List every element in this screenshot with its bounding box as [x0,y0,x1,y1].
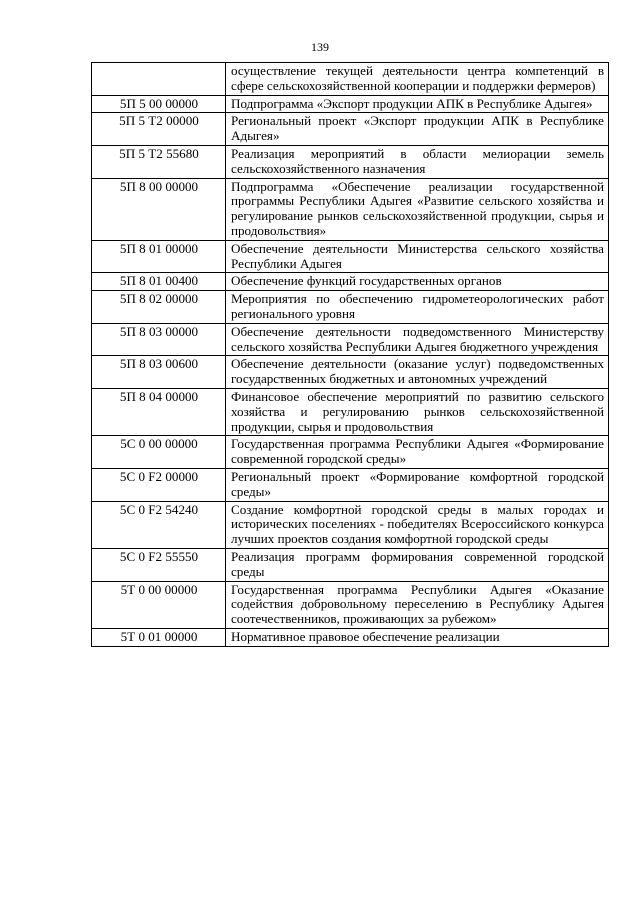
row-code: 5П 8 02 00000 [92,291,226,324]
row-description: Региональный проект «Экспорт продукции АПК в Республике Адыгея» [226,113,609,146]
table-row [92,323,609,356]
budget-classification-table [91,62,609,647]
table-row [92,501,609,548]
row-description: Подпрограмма «Экспорт продукции АПК в Республике Адыгея» [226,95,609,113]
table-row [92,273,609,291]
row-description: Обеспечение деятельности Министерства сельского хозяйства Республики Адыгея [226,240,609,273]
row-description: Реализация мероприятий в области мелиорации земель сельскохозяйственного назначения [226,145,609,178]
row-code: 5С 0 F2 55550 [92,548,226,581]
row-code: 5П 8 03 00600 [92,356,226,389]
row-description: Нормативное правовое обеспечение реализации [226,628,609,646]
row-description: Обеспечение деятельности (оказание услуг) подведомственных государственных бюджетных и автономных учреждений [226,356,609,389]
row-description: Обеспечение деятельности подведомственного Министерству сельского хозяйства Республики Адыгея бюджетного учреждения [226,323,609,356]
table-row [92,240,609,273]
row-code: 5С 0 00 00000 [92,436,226,469]
page-number: 139 [311,40,329,54]
row-description: Финансовое обеспечение мероприятий по развитию сельского хозяйства и регулированию рынков сельскохозяйственной продукции, сырья и продовольствия [226,388,609,435]
row-code: 5Т 0 00 00000 [92,581,226,628]
row-code: 5П 8 04 00000 [92,388,226,435]
row-code: 5П 8 01 00000 [92,240,226,273]
row-code: 5П 5 00 00000 [92,95,226,113]
row-code: 5П 8 03 00000 [92,323,226,356]
table-row [92,178,609,240]
row-description: Обеспечение функций государственных органов [226,273,609,291]
row-description: Создание комфортной городской среды в малых городах и исторических поселениях - победителях Всероссийского конкурса лучших проектов создания комфортной городской среды [226,501,609,548]
row-description: Реализация программ формирования современной городской среды [226,548,609,581]
row-code: 5С 0 F2 00000 [92,468,226,501]
row-code: 5П 8 01 00400 [92,273,226,291]
row-code: 5П 5 Т2 55680 [92,145,226,178]
table-row [92,113,609,146]
table-row [92,628,609,646]
table-row [92,388,609,435]
row-description: осуществление текущей деятельности центра компетенций в сфере сельскохозяйственной кооперации и поддержки фермеров) [226,63,609,96]
table-row [92,548,609,581]
table-row [92,291,609,324]
row-code: 5С 0 F2 54240 [92,501,226,548]
row-description: Мероприятия по обеспечению гидрометеорологических работ регионального уровня [226,291,609,324]
table-row [92,145,609,178]
table-row [92,468,609,501]
table-row [92,95,609,113]
row-description: Государственная программа Республики Адыгея «Оказание содействия добровольному переселению в Республику Адыгея соотечественников, проживающих за рубежом» [226,581,609,628]
table-row [92,436,609,469]
table-row [92,63,609,96]
row-code: 5П 8 00 00000 [92,178,226,240]
table-row [92,581,609,628]
row-code [92,63,226,96]
row-description: Подпрограмма «Обеспечение реализации государственной программы Республики Адыгея «Развитие сельского хозяйства и регулирование рынков сельскохозяйственной продукции, сырья и продовольствия» [226,178,609,240]
row-description: Региональный проект «Формирование комфортной городской среды» [226,468,609,501]
row-description: Государственная программа Республики Адыгея «Формирование современной городской среды» [226,436,609,469]
table-row [92,356,609,389]
row-code: 5Т 0 01 00000 [92,628,226,646]
row-code: 5П 5 Т2 00000 [92,113,226,146]
